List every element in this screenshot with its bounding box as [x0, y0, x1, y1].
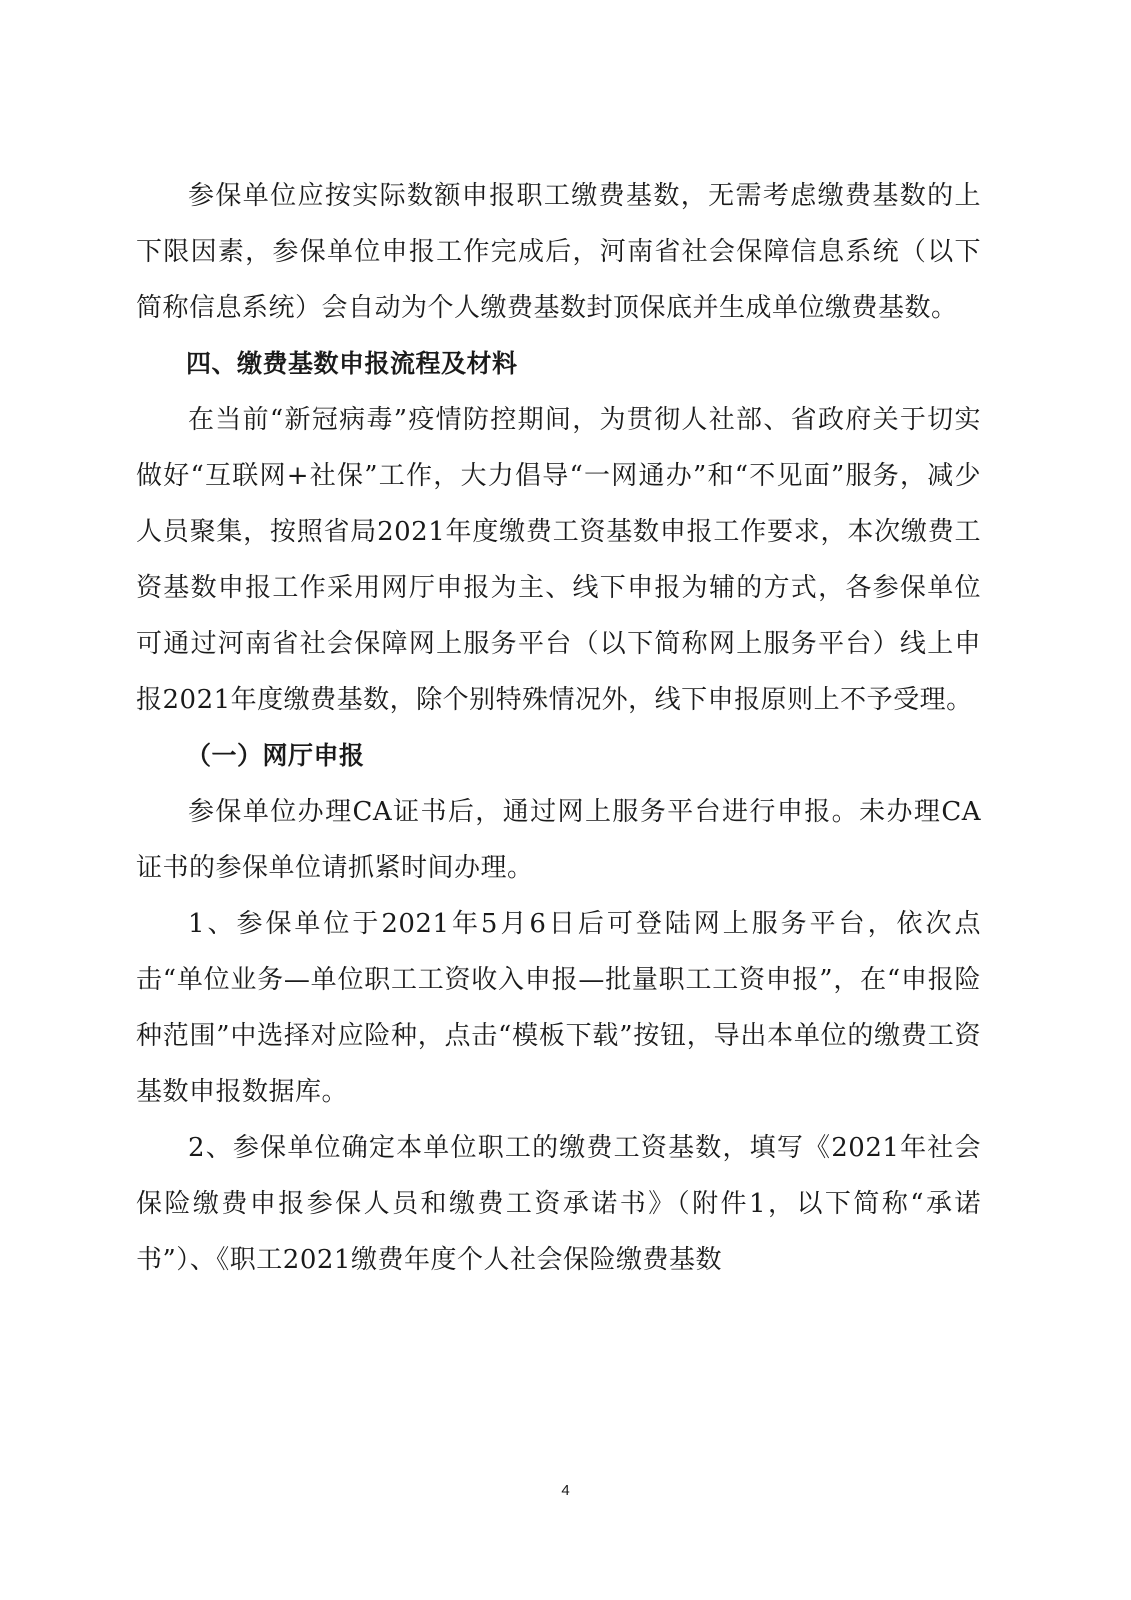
paragraph-step-1: 1、参保单位于2021年5月6日后可登陆网上服务平台，依次点击“单位业务—单位职工工资收入申报—批量职工工资申报”，在“申报险种范围”中选择对应险种，点击“模板下载”按钮，导出本单位的缴费工资基数申报数据库。	[136, 909, 981, 1107]
paragraph-base-declaration: 参保单位应按实际数额申报职工缴费基数，无需考虑缴费基数的上下限因素，参保单位申报工作完成后，河南省社会保障信息系统（以下简称信息系统）会自动为个人缴费基数封顶保底并生成单位缴费基数。	[136, 181, 981, 323]
subsection-heading-online: （一）网厅申报	[186, 741, 365, 770]
page-number: 4	[561, 1482, 570, 1499]
paragraph-online-policy: 在当前“新冠病毒”疫情防控期间，为贯彻人社部、省政府关于切实做好“互联网+社保”工作，大力倡导“一网通办”和“不见面”服务，减少人员聚集，按照省局2021年度缴费工资基数申报工作要求，本次缴费工资基数申报工作采用网厅申报为主、线下申报为辅的方式，各参保单位可通过河南省社会保障网上服务平台（以下简称网上服务平台）线上申报2021年度缴费基数，除个别特殊情况外，线下申报原则上不予受理。	[136, 405, 981, 715]
paragraph-ca-certificate: 参保单位办理CA证书后，通过网上服务平台进行申报。未办理CA证书的参保单位请抓紧时间办理。	[136, 797, 981, 883]
section-heading-process: 四、缴费基数申报流程及材料	[186, 349, 518, 378]
paragraph-step-2: 2、参保单位确定本单位职工的缴费工资基数，填写《2021年社会保险缴费申报参保人员和缴费工资承诺书》（附件1，以下简称“承诺书”）、《职工2021缴费年度个人社会保险缴费基数	[136, 1133, 981, 1275]
document-body	[136, 168, 981, 1288]
